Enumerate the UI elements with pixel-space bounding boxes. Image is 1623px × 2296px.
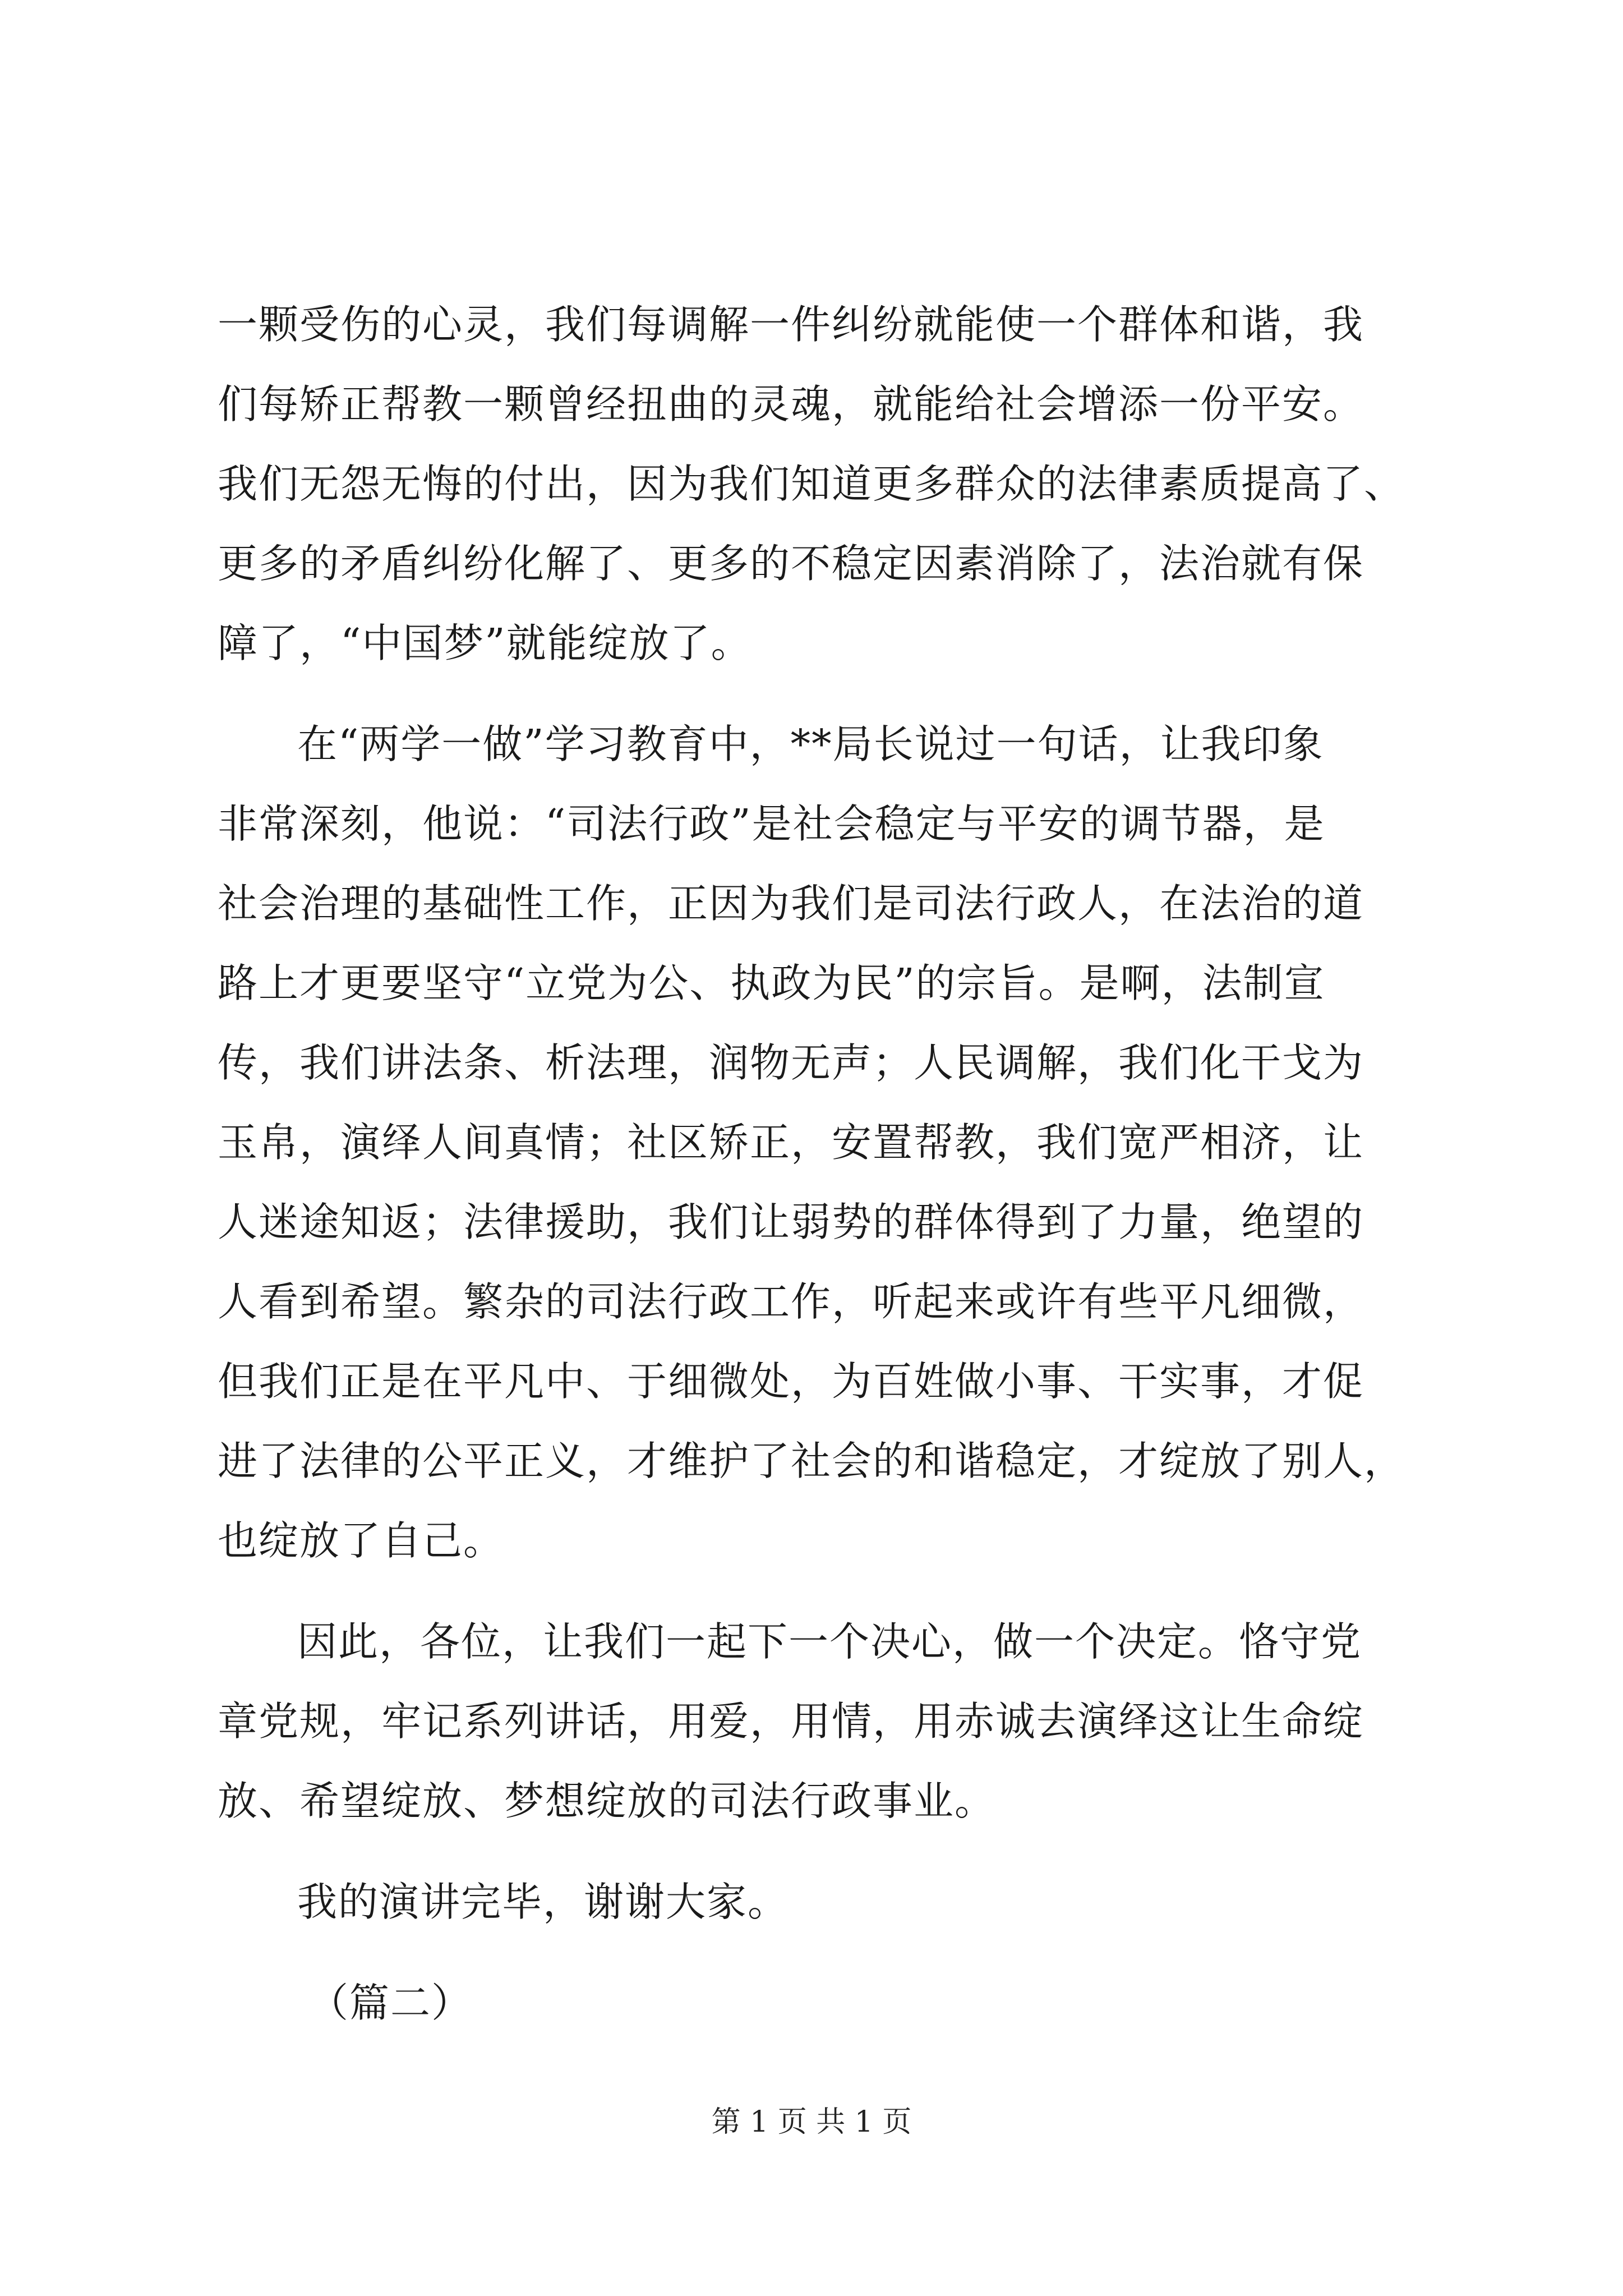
text-line: 路上才更要坚守“立党为公、执政为民”的宗旨。是啊，法制宣 <box>218 960 1325 1006</box>
text-line: 玉帛，演绎人间真情；社区矫正，安置帮教，我们宽严相济，让 <box>218 1119 1364 1166</box>
paragraph-gap <box>218 1581 1474 1602</box>
text-line: 更多的矛盾纠纷化解了、更多的不稳定因素消除了，法治就有保 <box>218 540 1364 587</box>
text-line: 放、希望绽放、梦想绽放的司法行政事业。 <box>218 1778 996 1824</box>
text-line: 社会治理的基础性工作，正因为我们是司法行政人，在法治的道 <box>218 880 1364 927</box>
text-line: 人看到希望。繁杂的司法行政工作，听起来或许有些平凡细微， <box>218 1278 1364 1325</box>
paragraph-gap <box>218 683 1474 705</box>
text-line: 们每矫正帮教一颗曾经扭曲的灵魂，就能给社会增添一份平安。 <box>218 381 1364 427</box>
text-line: 进了法律的公平正义，才维护了社会的和谐稳定，才绽放了别人， <box>218 1438 1405 1484</box>
text-line: 在“两学一做”学习教育中，**局长说过一句话，让我印象 <box>297 721 1324 767</box>
section-heading: （篇二） <box>308 1980 473 2026</box>
text-line: 非常深刻，他说：“司法行政”是社会稳定与平安的调节器，是 <box>218 800 1325 847</box>
text-line: 传，我们讲法条、析法理，润物无声；人民调解，我们化干戈为 <box>218 1039 1364 1086</box>
text-line: 也绽放了自己。 <box>218 1517 505 1564</box>
text-line: 因此，各位，让我们一起下一个决心，做一个决定。恪守党 <box>297 1618 1362 1665</box>
text-line: 但我们正是在平凡中、于细微处，为百姓做小事、干实事，才促 <box>218 1358 1364 1405</box>
page-number: 第 1 页 共 1 页 <box>711 2105 912 2139</box>
page-footer <box>0 2102 1623 2142</box>
text-line: 章党规，牢记系列讲话，用爱，用情，用赤诚去演绎这让生命绽 <box>218 1698 1364 1745</box>
document-body <box>218 285 1474 2043</box>
text-line: 一颗受伤的心灵，我们每调解一件纠纷就能使一个群体和谐，我 <box>218 301 1364 348</box>
text-line: 我们无怨无悔的付出，因为我们知道更多群众的法律素质提高了、 <box>218 461 1405 507</box>
text-line: 障了，“中国梦”就能绽放了。 <box>218 620 752 666</box>
text-line: 我的演讲完毕，谢谢大家。 <box>297 1879 789 1925</box>
text-line: 人迷途知返；法律援助，我们让弱势的群体得到了力量，绝望的 <box>218 1199 1364 1245</box>
paragraph-gap <box>218 1841 1474 1862</box>
paragraph-gap <box>218 1942 1474 1963</box>
